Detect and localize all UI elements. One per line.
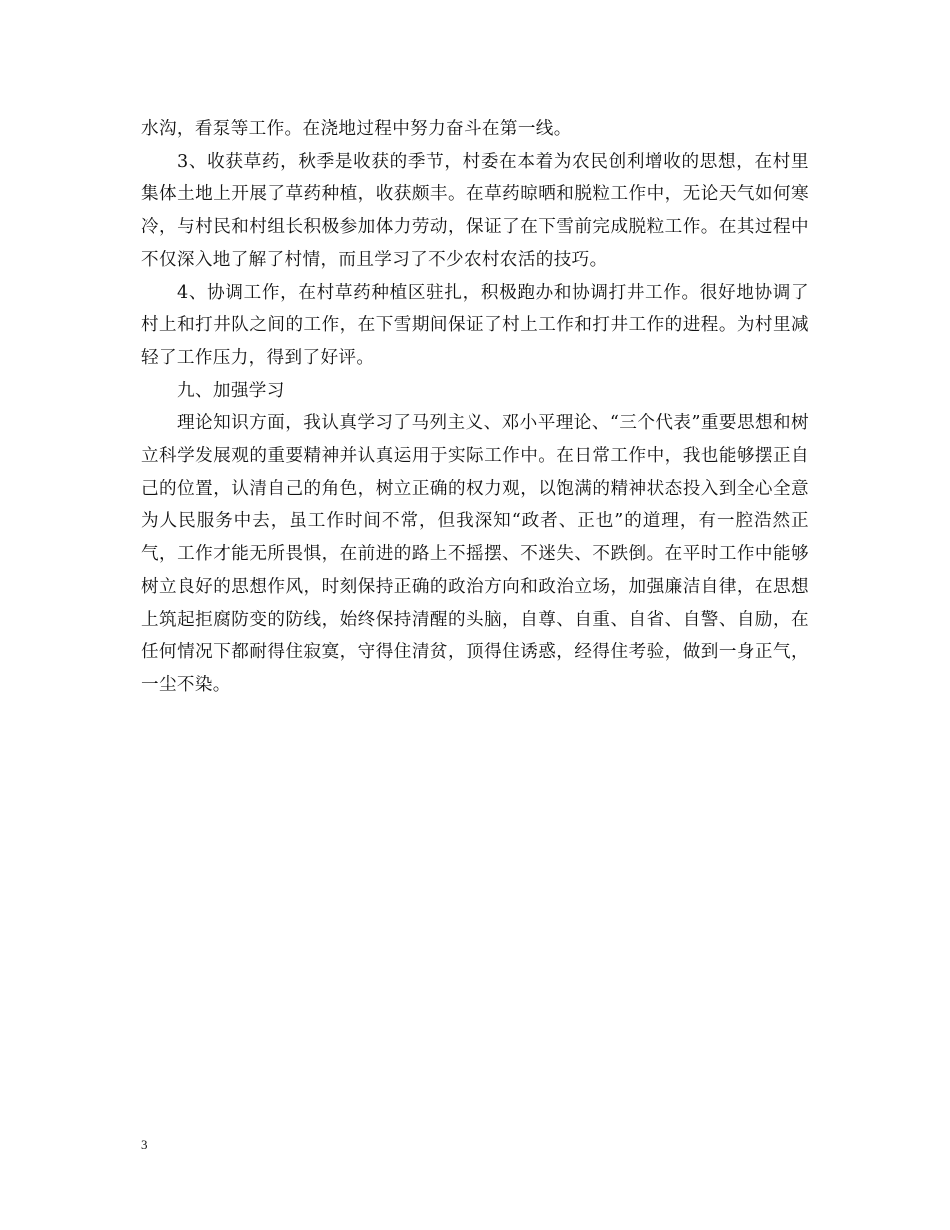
- paragraph-theory-study: 理论知识方面，我认真学习了马列主义、邓小平理论、“三个代表”重要思想和树立科学发展观的重要精神并认真运用于实际工作中。在日常工作中，我也能够摆正自己的位置，认清自己的角色，树立正确的权力观，以饱满的精神状态投入到全心全意为人民服务中去，虽工作时间不常，但我深知“政者、正也”的道理，有一腔浩然正气，工作才能无所畏惧，在前进的路上不摇摆、不迷失、不跌倒。在平时工作中能够树立良好的思想作风，时刻保持正确的政治方向和政治立场，加强廉洁自律，在思想上筑起拒腐防变的防线，始终保持清醒的头脑，自尊、自重、自省、自警、自励，在任何情况下都耐得住寂寞，守得住清贫，顶得住诱惑，经得住考验，做到一身正气，一尘不染。: [141, 413, 809, 695]
- paragraph-harvest-herbs: 3、收获草药，秋季是收获的季节，村委在本着为农民创利增收的思想，在村里集体土地上开展了草药种植，收获颇丰。在草药晾晒和脱粒工作中，无论天气如何寒冷，与村民和村组长积极参加体力劳动，保证了在下雪前完成脱粒工作。在其过程中不仅深入地了解了村情，而且学习了不少农村农活的技巧。: [141, 151, 809, 270]
- page-number: 3: [141, 1137, 148, 1152]
- paragraph-coordination-work: 4、协调工作，在村草药种植区驻扎，积极跑办和协调打井工作。很好地协调了村上和打井队之间的工作，在下雪期间保证了村上工作和打井工作的进程。为村里减轻了工作压力，得到了好评。: [141, 282, 809, 368]
- paragraph-continuation: 水沟，看泵等工作。在浇地过程中努力奋斗在第一线。: [141, 119, 572, 139]
- body-text: [141, 113, 809, 702]
- section-heading-study: 九、加强学习: [177, 380, 285, 401]
